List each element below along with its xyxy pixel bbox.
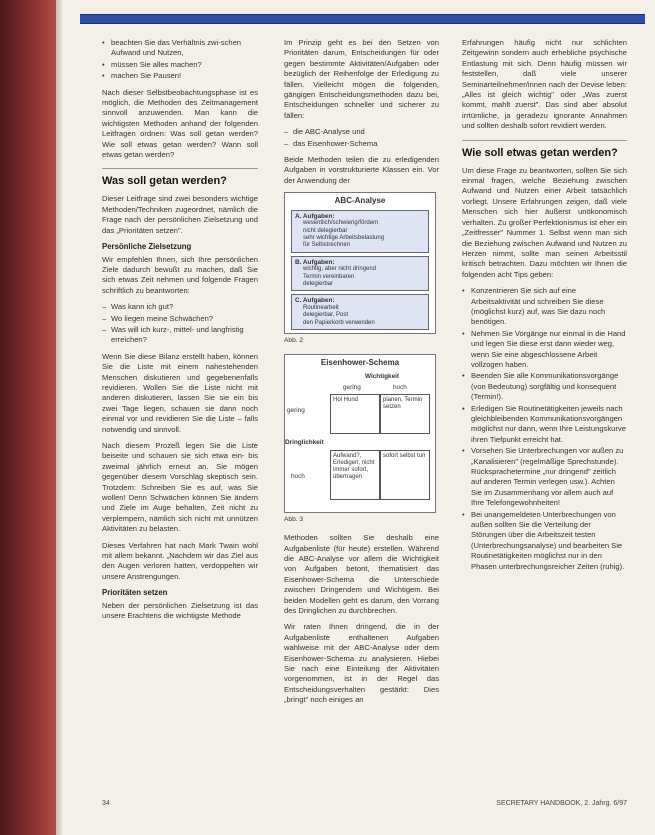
- list-item: • Konzentrieren Sie sich auf eine Arbeitsaktivität und schreiben Sie diese (möglichst kurz) auf, was Sie dazu noch benötigen.: [462, 286, 627, 328]
- list-item: • machen Sie Pausen!: [102, 71, 258, 81]
- list-item: • Erledigen Sie Routinetätigkeiten jeweils nach gleichbleibenden Kommunikationsvorgängen möglichst nur dann, wenn Ihre Leistungskurve ihren Tiefpunkt erreicht hat.: [462, 404, 627, 446]
- paragraph: Wir empfehlen Ihnen, sich Ihre persönlichen Ziele dadurch bewußt zu machen, daß Sie sich etwas Zeit nehmen und folgende Fragen schriftlich zu beantworten:: [102, 254, 258, 295]
- cell-high-high: sofort selbst tun: [380, 450, 430, 500]
- figure-caption: Abb. 2: [284, 336, 304, 344]
- paragraph: Erfahrungen häufig nicht nur schlichten Zeitgewinn sondern auch erhebliche psychische Entlastung mit sich. Denn häufig müssen wir feststellen, daß viele unserer Seminarteilnehmer/innen nach der Devise leben: „Alles ist gleich wichtig" oder „Was zuerst kommt, mahlt zuerst". Das sind aber absolut irrtümliche, ja geradezu ignorante Annahmen und sollten deshalb sofort revidiert werden.: [462, 38, 627, 131]
- col-label-high: hoch: [393, 383, 407, 391]
- list-item: – Was will ich kurz-, mittel- und langfristig erreichen?: [102, 325, 258, 346]
- column-2: [284, 38, 439, 712]
- list-item: • Beenden Sie alle Kommunikationsvorgänge (von Bedeutung) sorgfältig und konsequent (Termin!).: [462, 371, 627, 402]
- abc-block-b: [291, 256, 429, 292]
- book-spine: [0, 0, 60, 835]
- row-label-low: gering: [287, 406, 305, 414]
- eisenhower-grid: [285, 372, 435, 512]
- abc-block-c: [291, 294, 429, 330]
- list-item: – Wo liegen meine Schwächen?: [102, 314, 258, 324]
- subheading: Persönliche Zielsetzung: [102, 242, 192, 252]
- figure-title: Eisenhower-Schema: [320, 358, 400, 368]
- list-item: – Was kann ich gut?: [102, 302, 258, 312]
- list-item: • Bei unangemeldeten Unterbrechungen von außen sollten Sie die Verteilung der Störungen über die Arbeitszeit testen (Unterbrechungsanalyse) und bearbeiten Sie Routinetätigkeiten möglichst nur in den Phasen unterbrechungsreicher Zeiten (ruhig).: [462, 510, 627, 572]
- paragraph: Neben der persönlichen Zielsetzung ist das unsere Erachtens die wichtigste Methode: [102, 600, 258, 621]
- list-item: • Vorsehen Sie Unterbrechungen vor außen zu „Kanalisieren" (regelmäßige Sprechstunde). Rücksprachetermine „nur dringend" zeitlich auf anderen Termin verlegen usw.). Achten Sie im Zusammenhang vor allem auch auf Ihre Telefongewohnheiten!: [462, 446, 627, 508]
- list-item: – das Eisenhower-Schema: [284, 139, 439, 149]
- block-line: delegierbar, Post: [303, 312, 349, 319]
- list-item: • Nehmen Sie Vorgänge nur einmal in die Hand und legen Sie diese erst dann wieder weg, wenn Sie eine abgeschlossene Arbeit vollzogen haben.: [462, 329, 627, 371]
- figure-caption: Abb. 3: [284, 515, 304, 523]
- block-head: C. Aufgaben:: [295, 297, 335, 305]
- block-line: für Selbstrechnen: [303, 242, 351, 249]
- axis-label-left: Dringlichkeit: [285, 438, 324, 446]
- page: [62, 0, 655, 835]
- block-line: delegierbar: [303, 280, 334, 287]
- block-line: nicht delegierbar: [303, 227, 348, 234]
- block-line: wesentlich/schwierig/fördern: [303, 220, 379, 227]
- section-heading: Wie soll etwas getan werden?: [462, 140, 627, 160]
- paragraph: Dieser Leitfrage sind zwei besonders wichtige Methoden/Techniken zugeordnet, nämlich die Frage nach der persönlichen Zielsetzung und das „Prioritäten setzen".: [102, 194, 258, 235]
- section-heading: Was soll getan werden?: [102, 168, 258, 188]
- list-item: • müssen Sie alles machen?: [102, 60, 258, 70]
- paragraph: Nach dieser Selbstbeobachtungsphase ist es möglich, die Methoden des Zeitmanagement sinnvoll anzuwenden. Man kann die wichtigsten Methoden anhand der folgenden Leitfragen ordnen: Was soll getan werden? Wie soll etwas getan werden? Wann soll etwas getan werden?: [102, 87, 258, 160]
- block-line: Termin vereinbaren: [303, 273, 355, 280]
- subheading: Prioritäten setzen: [102, 588, 168, 598]
- paragraph: Dieses Verfahren hat nach Mark Twain wohl mit allem bekannt. „Nachdem wir das Ziel aus den Augen verloren hatten, verdoppelten wir unsere Anstrengungen.: [102, 540, 258, 581]
- block-head: B. Aufgaben:: [295, 258, 335, 266]
- block-line: Routinearbeit: [303, 304, 339, 311]
- tips-list: [462, 286, 627, 572]
- paragraph: Beide Methoden teilen die zu erledigenden Aufgaben in vorstrukturierte Klassen ein. Vor der Anwendung der: [284, 155, 439, 185]
- header-bar: [80, 14, 645, 24]
- block-line: sehr wichtige Arbeitsbelastung: [303, 234, 385, 241]
- block-line: wichtig, aber nicht dringend: [303, 266, 377, 273]
- journal-name: SECRETARY HANDBOOK, 2. Jahrg. 6/97: [496, 800, 627, 807]
- method-list: [284, 127, 439, 149]
- paragraph: Wir raten Ihnen dringend, die in der Aufgabenliste enthaltenen Aufgaben wahlweise mit der ABC-Analyse oder dem Eisenhower-Schema zu analysieren. Hiebei Sie nach eine Einteilung der Aktivitäten vorgenommen, ist in der Regel das Entscheidungsverhalten gestärkt: Dies „bringt" noch einiges an: [284, 622, 439, 705]
- page-number: 34: [102, 800, 110, 807]
- axis-label-top: Wichtigkeit: [365, 372, 400, 380]
- figure-title: ABC-Analyse: [334, 196, 386, 206]
- column-3: [462, 38, 627, 578]
- bullet-list-top: [102, 38, 258, 82]
- block-head: A. Aufgaben:: [295, 212, 335, 220]
- list-item: • beachten Sie das Verhältnis zwi-schen Aufwand und Nutzen,: [102, 38, 258, 59]
- block-line: den Papierkorb verwenden: [303, 319, 375, 326]
- paragraph: Wenn Sie diese Bilanz erstellt haben, können Sie die Liste mit einem nahestehenden Menschen diskutieren und gegebenenfalls revidieren. Wollen Sie die Liste nicht mit anderen diskutieren, lassen Sie sie ein bis zwei Tage liegen, schauen sie dann noch einmal vor und revidieren Sie die Liste – falls notwendig und sinnvoll.: [102, 351, 258, 434]
- paragraph: Im Prinzip geht es bei den Setzen von Prioritäten darum, Entscheidungen für oder gegen bestimmte Aktivitäten/Aufgaben oder bezüglich der Reihenfolge der Erledigung zu fällen. Vielleicht mögen die folgenden, gängigen Entscheidungsmethoden dazu bei, Entscheidungen schneller und sicherer zu fällen:: [284, 38, 439, 120]
- cell-high-low: Aufwand?, Erledigen, nicht immer sofort, übertragen: [330, 450, 380, 500]
- paragraph: Methoden sollten Sie deshalb eine Aufgabenliste (für heute) erstellen. Während die ABC-Analyse vor allem die Wichtigkeit von Aufgaben betont, thematisiert das Eisenhower-Schema die Unterschiede zwischen Dringendem und Wichtigem. Bei beiden Modellen geht es darum, den Vorrang des Dringlichen zu durchbrechen.: [284, 533, 439, 616]
- row-label-high: hoch: [291, 472, 305, 480]
- paragraph: Nach diesem Prozeß legen Sie die Liste beiseite und schauen sie sich etwa ein- bis zweimal jährlich erneut an. Sie mögen gegenüber diesem Vorschlag skeptisch sein. Trotzdem: Schreiben Sie es auf, was Sie wollen! Denn Schwächen können Sie ändern und Ziele im Auge behalten, Zeit nicht zu verplempern, nämlich sich nicht mit unnützen Aktivitäten zu belasten.: [102, 441, 258, 534]
- col-label-low: gering: [343, 383, 361, 391]
- list-item: – die ABC-Analyse und: [284, 127, 439, 137]
- eisenhower-figure: [284, 354, 436, 512]
- cell-low-high: planen, Termin setzen: [380, 394, 430, 434]
- question-list: [102, 302, 258, 346]
- abc-block-a: [291, 210, 429, 253]
- abc-analysis-figure: [284, 192, 436, 334]
- cell-low-low: Hol Hund: [330, 394, 380, 434]
- paragraph: Um diese Frage zu beantworten, sollten Sie sich einmal fragen, welche Beziehung zwischen Aufwand und Nutzen einer Arbeit tatsächlich vorliegt. Unsere Erfahrungen zeigen, daß viele Menschen sich hier äußerst unökonomisch verhalten. Zu großer Perfektionismus ist eher ein „Zeitfresser" Nummer 1. Selbst wenn man sich die Beziehung zwischen Aufwand und Nutzen zu Herzen nimmt, sollte man seinen Arbeitsstil kritisch betrachten. Dazu möchten wir Ihnen die folgenden acht Tips geben:: [462, 165, 627, 279]
- column-1: [102, 38, 258, 628]
